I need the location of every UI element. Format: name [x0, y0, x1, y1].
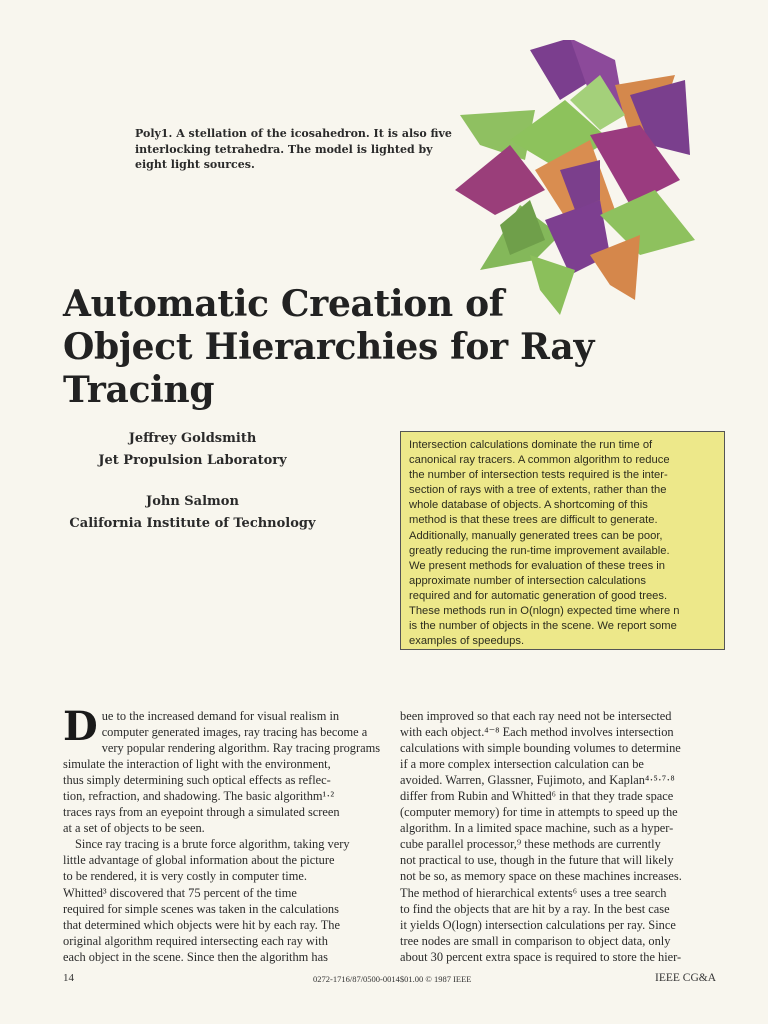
article-title [63, 283, 663, 412]
title-line: Tracing [63, 369, 215, 411]
author-block [50, 428, 335, 535]
text-line: (computer memory) for time in attempts to speed up the [400, 805, 678, 820]
text-line: not practical to use, though in the future that will likely [400, 853, 674, 868]
text-line: tion, refraction, and shadowing. The basic algorithm¹·² [63, 789, 335, 804]
abstract-line: is the number of objects in the scene. We report some [409, 620, 677, 633]
abstract-line: We present methods for evaluation of these trees in [409, 559, 666, 572]
text-line: algorithm. In a limited space machine, such as a hyper- [400, 821, 674, 836]
text-line: thus simply determining such optical effects as reflec- [63, 773, 331, 788]
figure-caption: Poly1. A stellation of the icosahedron. It is also five interlocking tetrahedra. The model is lighted by eight light sources. [135, 127, 452, 171]
drop-cap: D [63, 703, 98, 750]
text-line: little advantage of global information about the picture [63, 853, 335, 868]
author-name: John Salmon [146, 494, 239, 509]
abstract-line: required and for automatic generation of good trees. [409, 589, 668, 602]
text-line: Whitted³ discovered that 75 percent of the time [63, 885, 297, 900]
text-line: not be so, as memory space on these machines increases. [400, 869, 682, 884]
abstract-line: These methods run in O(nlogn) expected time where n [409, 605, 680, 618]
copyright-code: 0272-1716/87/0500-0014$01.00 © 1987 IEEE [313, 974, 472, 984]
text-line: avoided. Warren, Glassner, Fujimoto, and Kaplan⁴·⁵·⁷·⁸ [400, 773, 675, 788]
magazine-name: IEEE CG&A [655, 972, 717, 984]
author-affiliation: California Institute of Technology [69, 516, 316, 531]
text-line: very popular rendering algorithm. Ray tracing programs [101, 741, 381, 756]
text-line: cube parallel processor,⁹ these methods are currently [400, 837, 661, 852]
abstract-line: approximate number of intersection calculations [409, 574, 646, 587]
abstract-box [400, 431, 725, 650]
text-line: computer generated images, ray tracing has become a [101, 725, 368, 740]
text-line: that determined which objects were hit by each ray. The [63, 917, 340, 932]
text-line: calculations with simple bounding volumes to determine [400, 741, 681, 756]
text-line: original algorithm required intersecting each ray with [63, 933, 328, 948]
title-line: Object Hierarchies for Ray [63, 326, 595, 368]
abstract-line: the number of intersection tests required is the inter- [409, 469, 668, 482]
text-line: about 30 percent extra space is required to store the hier- [400, 949, 682, 964]
title-line: Automatic Creation of [63, 283, 504, 325]
abstract-line: Additionally, manually generated trees can be poor, [409, 529, 663, 542]
text-line: traces rays from an eyepoint through a simulated screen [63, 805, 340, 820]
page-number: 14 [63, 972, 74, 984]
body-column-right [400, 708, 722, 965]
author-name: Jeffrey Goldsmith [128, 431, 257, 446]
author-affiliation: Jet Propulsion Laboratory [98, 453, 287, 468]
text-line: with each object.⁴⁻⁸ Each method involves intersection [400, 725, 674, 740]
text-line: each object in the scene. Since then the algorithm has [63, 949, 328, 964]
text-line: tree nodes are small in comparison to object data, only [400, 933, 671, 948]
text-line: ue to the increased demand for visual realism in [101, 709, 340, 723]
text-line: Since ray tracing is a brute force algorithm, taking very [75, 837, 350, 852]
text-line: simulate the interaction of light with the environment, [63, 757, 331, 772]
abstract-line: whole database of objects. A shortcoming of this [409, 499, 648, 512]
text-line: required for simple scenes was taken in the calculations [63, 901, 339, 916]
abstract-line: examples of speedups. [409, 635, 525, 648]
text-line: The method of hierarchical extents⁶ uses a tree search [400, 885, 667, 900]
text-line: differ from Rubin and Whitted⁶ in that they trade space [400, 789, 674, 804]
text-line: to find the objects that are hit by a ray. In the best case [400, 901, 670, 916]
text-line: it yields O(logn) intersection calculations per ray. Since [400, 917, 676, 932]
abstract-line: method is that these trees are difficult to generate. [409, 514, 658, 527]
body-column-left [63, 703, 389, 965]
stellated-icosahedron-figure [450, 40, 700, 315]
text-line: been improved so that each ray need not be intersected [400, 709, 672, 723]
abstract-line: greatly reducing the run-time improvement available. [409, 544, 670, 557]
abstract-line: canonical ray tracers. A common algorithm to reduce [409, 454, 670, 467]
abstract-line: section of rays with a tree of extents, rather than the [409, 484, 667, 497]
abstract-line: Intersection calculations dominate the run time of [409, 439, 653, 451]
text-line: to be rendered, it is very costly in computer time. [63, 869, 307, 884]
text-line: if a more complex intersection calculation can be [400, 757, 644, 772]
text-line: at a set of objects to be seen. [63, 821, 205, 836]
